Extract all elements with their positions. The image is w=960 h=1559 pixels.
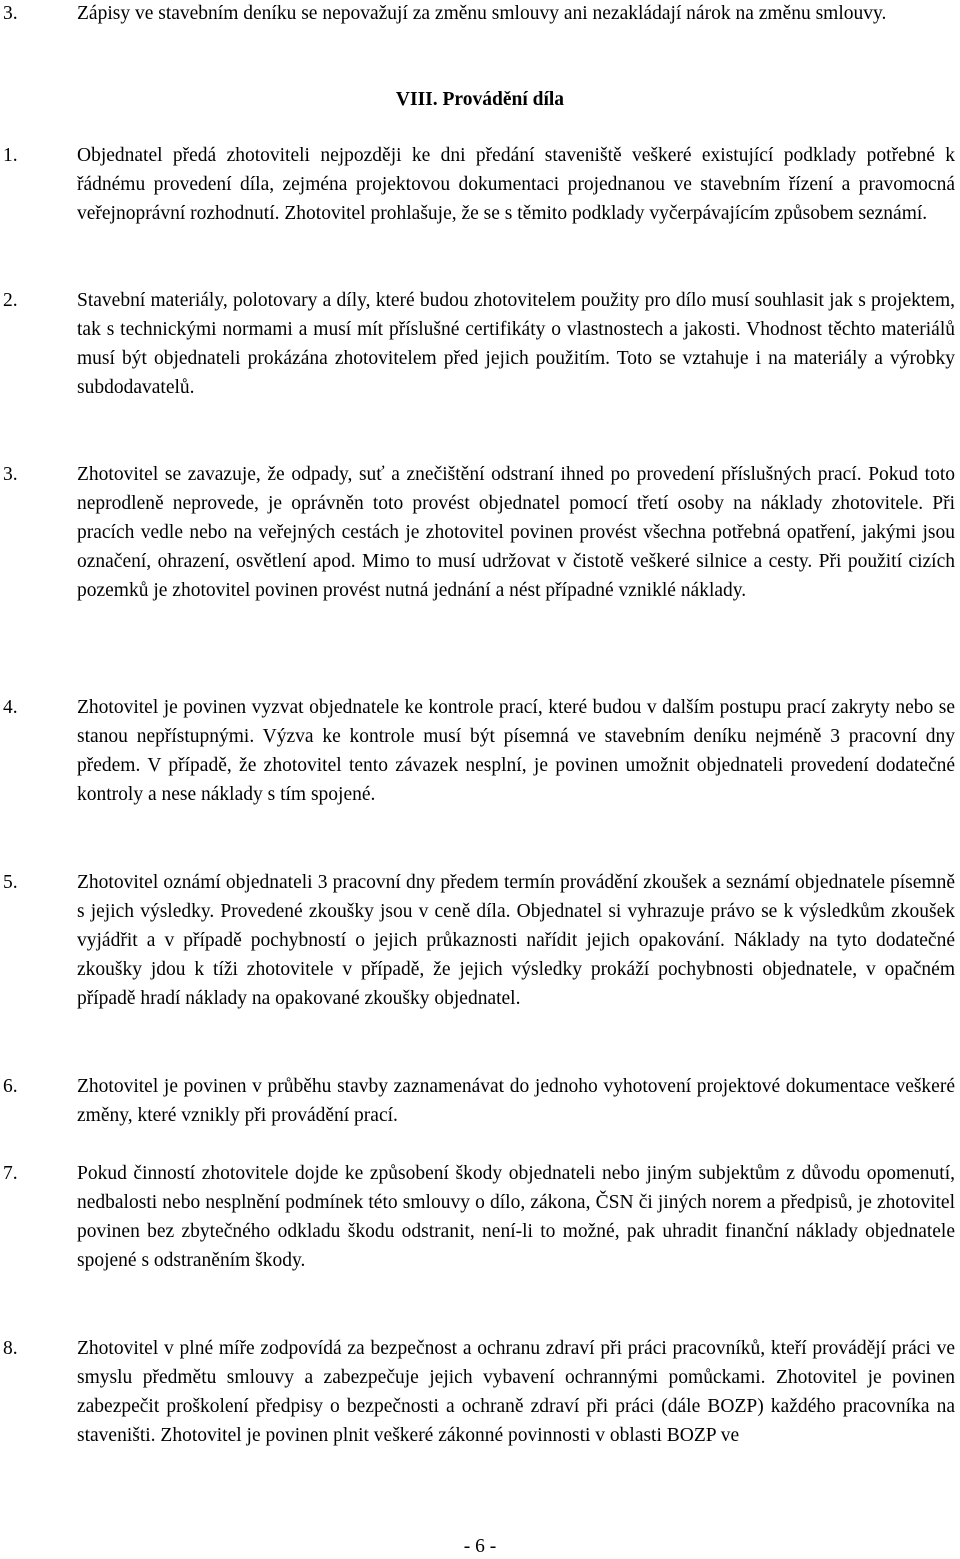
section-heading: VIII. Provádění díla	[395, 89, 565, 110]
clause-number: 4.	[3, 697, 18, 718]
clause-item	[0, 693, 955, 809]
clause-item	[0, 0, 955, 28]
clause-number: 3.	[3, 3, 18, 24]
clause-number: 3.	[3, 464, 18, 485]
clause-item	[0, 868, 955, 1013]
clause-item	[0, 1334, 955, 1450]
clause-number: 5.	[3, 872, 18, 893]
page-number: - 6 -	[463, 1536, 497, 1557]
clause-item	[0, 460, 955, 605]
clause-text: Objednatel předá zhotoviteli nejpozději ke dni předání staveniště veškeré existující podklady potřebné k řádnému provedení díla, zejména projektovou dokumentaci projednanou ve stavebním řízení a pravomocná veřejnoprávní rozhodnutí. Zhotovitel prohlašuje, že se s těmito podklady vyčerpávajícím způsobem seznámí.	[77, 145, 955, 224]
clause-text: Zhotovitel oznámí objednateli 3 pracovní dny předem termín provádění zkoušek a seznámí objednatele písemně s jejich výsledky. Provedené zkoušky jsou v ceně díla. Objednatel si vyhrazuje právo se k výsledkům zkoušek vyjádřit a v případě pochybností o jejich průkaznosti nařídit jejich opakování. Náklady na tyto dodatečné zkoušky jdou k tíži zhotovitele v případě, že jejich výsledky prokáží pochybnosti objednatele, v opačném případě hradí náklady na opakované zkoušky objednatel.	[77, 872, 955, 1009]
clause-text: Zhotovitel se zavazuje, že odpady, suť a znečištění odstraní ihned po provedení příslušných prací. Pokud toto neprodleně neprovede, je oprávněn toto provést objednatel pomocí třetí osoby na náklady zhotovitele. Při pracích vedle nebo na veřejných cestách je zhotovitel povinen provést všechna potřebná opatření, jakými jsou označení, ohrazení, osvětlení apod. Mimo to musí udržovat v čistotě veškeré silnice a cesty. Při použití cizích pozemků je zhotovitel povinen provést nutná jednání a nést případné vzniklé náklady.	[77, 464, 955, 601]
clause-text: Zápisy ve stavebním deníku se nepovažují za změnu smlouvy ani nezakládají nárok na změnu smlouvy.	[77, 3, 887, 24]
clause-item	[0, 1159, 955, 1275]
clause-text: Zhotovitel je povinen v průběhu stavby zaznamenávat do jednoho vyhotovení projektové dokumentace veškeré změny, které vznikly při provádění prací.	[77, 1076, 955, 1126]
clause-item	[0, 141, 955, 228]
clause-text: Zhotovitel je povinen vyzvat objednatele ke kontrole prací, které budou v dalším postupu prací zakryty nebo se stanou nepřístupnými. Výzva ke kontrole musí být písemná ve stavebním deníku nejméně 3 pracovní dny předem. V případě, že zhotovitel tento závazek nesplní, je povinen umožnit objednateli provedení dodatečné kontroly a nese náklady s tím spojené.	[77, 697, 955, 805]
clause-number: 8.	[3, 1338, 18, 1359]
clause-text: Pokud činností zhotovitele dojde ke způsobení škody objednateli nebo jiným subjektům z důvodu opomenutí, nedbalosti nebo nesplnění podmínek této smlouvy o dílo, zákona, ČSN či jiných norem a předpisů, je zhotovitel povinen bez zbytečného odkladu škodu odstranit, není-li to možné, pak uhradit finanční náklady objednatele spojené s odstraněním škody.	[77, 1163, 955, 1271]
clause-text: Zhotovitel v plné míře zodpovídá za bezpečnost a ochranu zdraví při práci pracovníků, kteří provádějí práci ve smyslu předmětu smlouvy a zabezpečuje jejich vybavení ochrannými pomůckami. Zhotovitel je povinen zabezpečit proškolení předpisy o bezpečnosti a ochraně zdraví při práci (dále BOZP) každého pracovníka na staveništi. Zhotovitel je povinen plnit veškeré zákonné povinnosti v oblasti BOZP ve	[77, 1338, 955, 1446]
clause-item	[0, 1072, 955, 1130]
clause-number: 1.	[3, 145, 18, 166]
clause-number: 7.	[3, 1163, 18, 1184]
clause-number: 2.	[3, 290, 18, 311]
clause-number: 6.	[3, 1076, 18, 1097]
clause-text: Stavební materiály, polotovary a díly, které budou zhotovitelem použity pro dílo musí souhlasit jak s projektem, tak s technickými normami a musí mít příslušné certifikáty o vlastnostech a jakosti. Vhodnost těchto materiálů musí být objednateli prokázána zhotovitelem před jejich použitím. Toto se vztahuje i na materiály a výrobky subdodavatelů.	[77, 290, 955, 398]
clause-item	[0, 286, 955, 402]
